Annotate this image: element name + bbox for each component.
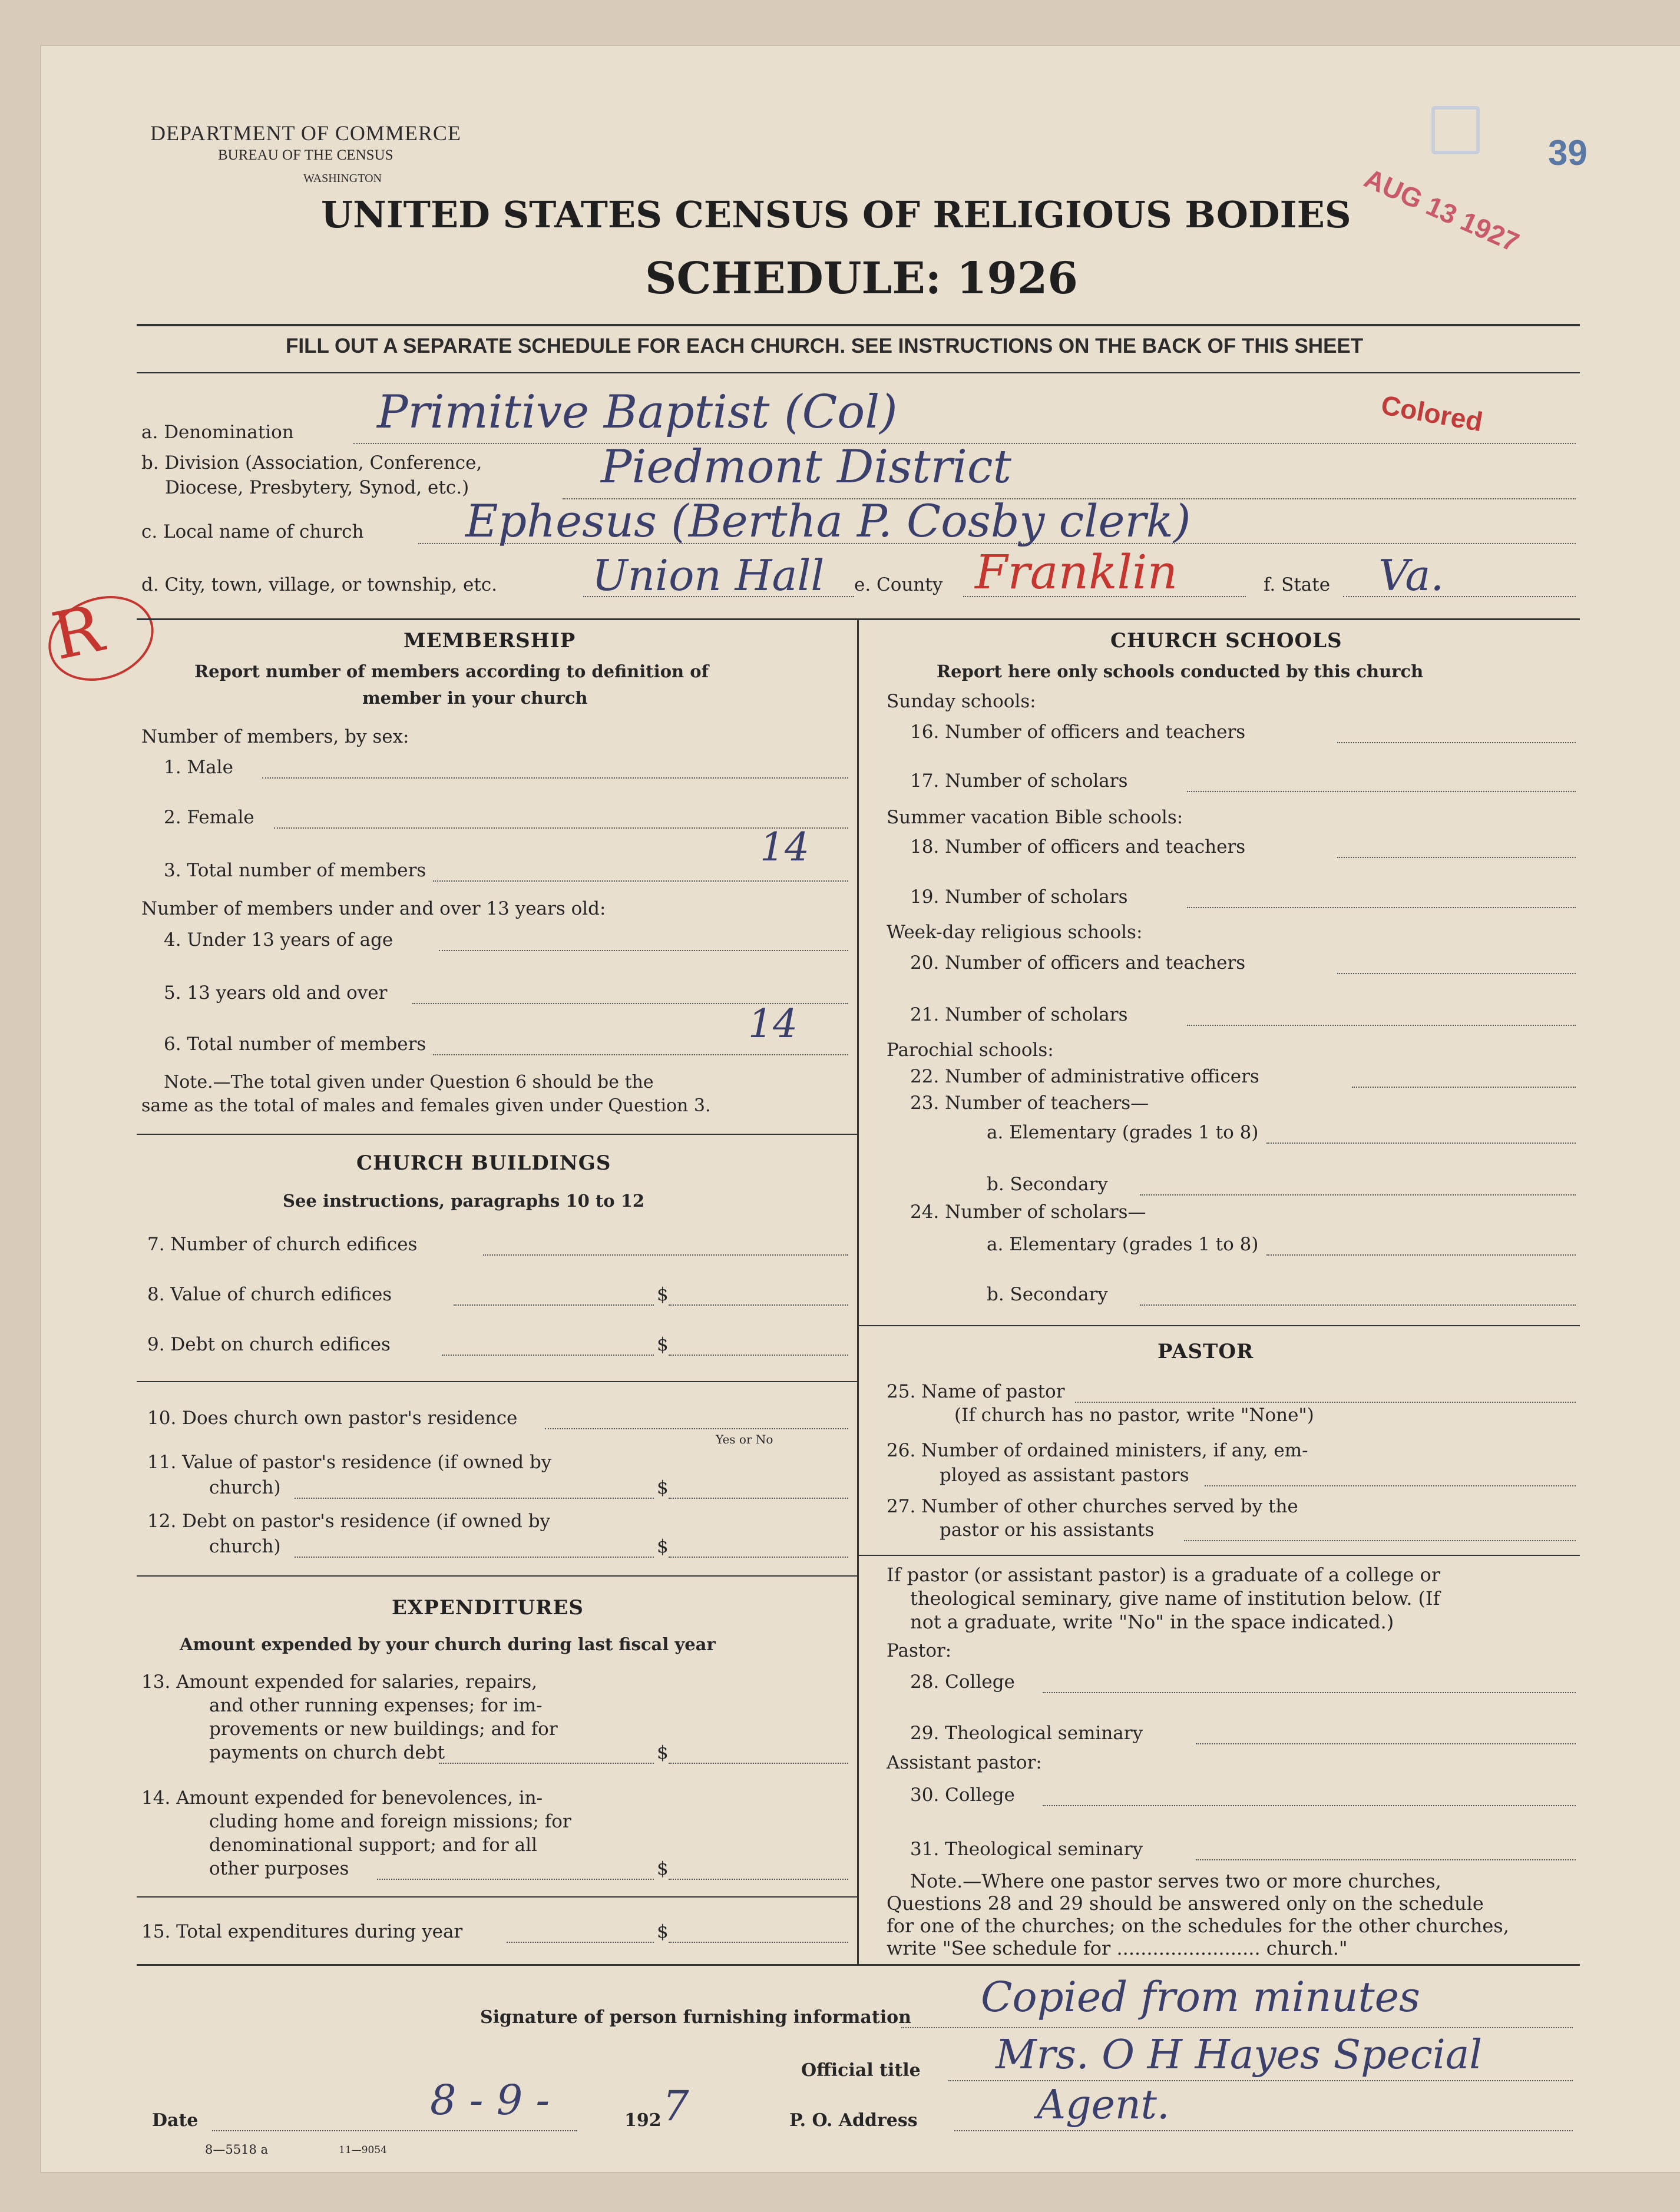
q14-line [669,1879,848,1880]
q8-value-line [669,1304,848,1306]
q15-label: 15. Total expenditures during year [141,1921,463,1942]
pastor-note-3: for one of the churches; on the schedules for the other churches, [887,1915,1509,1937]
official-title-line [948,2080,1573,2081]
members-by-sex-label: Number of members, by sex: [141,726,409,747]
q18-line [1337,857,1576,858]
colored-stamp: Colored [1378,389,1485,438]
q4-under13-line [439,950,848,951]
pastor-note-2: Questions 28 and 29 should be answered only on the schedule [887,1892,1484,1915]
q25-label: 25. Name of pastor [887,1381,1065,1402]
margin-mark: R [45,590,110,675]
q14-leader [377,1879,654,1880]
form-title: UNITED STATES CENSUS OF RELIGIOUS BODIES [321,193,1351,236]
bureau-label: BUREAU OF THE CENSUS [218,147,393,163]
q1-male-line [262,777,848,779]
denomination-label: a. Denomination [141,422,294,443]
schedule-title: SCHEDULE: 1926 [645,253,1078,304]
print-number: 11—9054 [339,2144,387,2156]
q5-over13-label: 5. 13 years old and over [164,982,388,1004]
q14-label-4: other purposes [209,1858,349,1879]
buildings-sub: See instructions, paragraphs 10 to 12 [283,1191,645,1211]
city-town-label: d. City, town, village, or township, etc. [141,574,498,595]
q9-dollar: $ [657,1334,669,1355]
assistant-pastor-subhead: Assistant pastor: [887,1752,1042,1773]
q9-debt-label: 9. Debt on church edifices [147,1334,391,1355]
pastor-subhead: Pastor: [887,1640,952,1661]
signature-line [901,2027,1573,2028]
q11-label-1: 11. Value of pastor's residence (if owned by [147,1452,552,1473]
q12-dollar: $ [657,1536,669,1557]
q11-leader [295,1498,654,1499]
summer-schools-label: Summer vacation Bible schools: [887,807,1183,828]
q3-total-line [433,880,848,882]
q13-label-2: and other running expenses; for im- [209,1695,543,1716]
q26-label-1: 26. Number of ordained ministers, if any, em- [887,1440,1308,1461]
q14-dollar: $ [657,1858,669,1879]
city-label: WASHINGTON [303,172,382,185]
q8-dollar: $ [657,1284,669,1305]
q19-line [1187,907,1576,908]
membership-sub-1: Report number of members according to definition of [194,661,709,681]
q23b-label: b. Secondary [987,1174,1108,1195]
q15-line [669,1942,848,1943]
q12-leader [295,1557,654,1558]
buildings-rule [137,1381,857,1382]
q4-under13-label: 4. Under 13 years of age [164,929,393,951]
q13-label-4: payments on church debt [209,1742,445,1763]
received-date-stamp: AUG 13 1927 [1360,162,1524,258]
date-value: 8 - 9 - [430,2076,550,2124]
membership-heading: MEMBERSHIP [404,629,576,653]
q21-label: 21. Number of scholars [910,1004,1128,1025]
q26-label-2: ployed as assistant pastors [940,1465,1189,1486]
expenditures-heading: EXPENDITURES [392,1596,584,1620]
q15-dollar: $ [657,1921,669,1942]
q13-dollar: $ [657,1742,669,1763]
q6-total-label: 6. Total number of members [164,1034,426,1055]
pastor-rule [857,1555,1580,1556]
q12-line [669,1557,848,1558]
q29-label: 29. Theological seminary [910,1723,1143,1744]
q7-edifices-label: 7. Number of church edifices [147,1234,418,1255]
q6-total-line [433,1054,848,1055]
q18-label: 18. Number of officers and teachers [910,836,1246,857]
division-value: Piedmont District [601,441,1011,494]
yes-no-caption: Yes or No [716,1432,773,1446]
signature-label: Signature of person furnishing information [480,2007,911,2028]
q27-label-1: 27. Number of other churches served by the [887,1496,1298,1517]
column-divider [857,618,859,1964]
q3-total-label: 3. Total number of members [164,860,426,881]
date-line [212,2130,577,2131]
stamp-mark-box [1431,106,1480,154]
q27-line [1184,1540,1576,1541]
city-town-value: Union Hall [592,551,825,600]
q11-dollar: $ [657,1477,669,1498]
q1-male-label: 1. Male [164,757,233,778]
q11-line [669,1498,848,1499]
header-rule-top [137,324,1580,326]
q24a-label: a. Elementary (grades 1 to 8) [987,1234,1259,1255]
q24a-line [1266,1254,1576,1256]
q14-label-3: denominational support; and for all [209,1834,537,1856]
pastor-note-4: write "See schedule for ........................ church." [887,1937,1348,1959]
q9-debt-line [669,1355,848,1356]
q8-value-leader [454,1304,654,1306]
q22-label: 22. Number of administrative officers [910,1066,1259,1087]
q21-line [1187,1025,1576,1026]
q10-residence-line [545,1428,848,1429]
year-digit: 7 [663,2082,689,2130]
official-title-label: Official title [801,2060,921,2081]
q24b-line [1140,1304,1576,1306]
pastor-note-1: Note.—Where one pastor serves two or more churches, [910,1870,1441,1892]
q24b-label: b. Secondary [987,1284,1108,1305]
q17-line [1187,791,1576,792]
official-title-value: Mrs. O H Hayes Special [996,2032,1483,2078]
membership-note-1: Note.—The total given under Question 6 should be the [164,1072,654,1092]
q11-label-2: church) [209,1477,281,1498]
sunday-schools-label: Sunday schools: [887,691,1036,712]
parochial-schools-label: Parochial schools: [887,1039,1054,1061]
q12-label-1: 12. Debt on pastor's residence (if owned by [147,1511,551,1532]
church-name-value: Ephesus (Bertha P. Cosby clerk) [465,495,1191,547]
q16-line [1337,742,1576,743]
q13-label-3: provements or new buildings; and for [209,1718,558,1740]
po-address-line [954,2130,1573,2131]
q15-leader [507,1942,654,1943]
graduate-note-1: If pastor (or assistant pastor) is a graduate of a college or [887,1564,1441,1586]
q13-leader [439,1763,654,1764]
table-bottom-rule [137,1964,1580,1966]
instruction-banner: FILL OUT A SEPARATE SCHEDULE FOR EACH CHURCH. SEE INSTRUCTIONS ON THE BACK OF THIS SHEET [286,335,1364,357]
q3-total-value: 14 [760,824,809,870]
q7-edifices-line [483,1254,848,1256]
graduate-note-2: theological seminary, give name of institution below. (If [910,1587,1440,1610]
schools-heading: CHURCH SCHOOLS [1110,629,1342,653]
date-label: Date [152,2110,199,2131]
q23b-line [1140,1194,1576,1196]
q24-label: 24. Number of scholars— [910,1201,1146,1223]
q23a-line [1266,1143,1576,1144]
q8-value-label: 8. Value of church edifices [147,1284,392,1305]
q2-female-label: 2. Female [164,807,254,828]
state-label: f. State [1264,574,1331,595]
schools-sub: Report here only schools conducted by this church [937,661,1424,681]
division-label: b. Division (Association, Conference, [141,452,482,473]
expenditures-rule [137,1896,857,1898]
q19-label: 19. Number of scholars [910,886,1128,908]
po-address-label: P. O. Address [789,2110,918,2131]
graduate-note-3: not a graduate, write "No" in the space indicated.) [910,1611,1394,1633]
membership-sub-2: member in your church [362,688,588,708]
q22-line [1352,1087,1576,1088]
signature-value: Copied from minutes [981,1973,1420,2021]
pastor-heading: PASTOR [1158,1340,1254,1363]
q31-line [1196,1859,1576,1860]
division-label-cont: Diocese, Presbytery, Synod, etc.) [165,477,469,498]
q28-label: 28. College [910,1671,1015,1693]
q27-label-2: pastor or his assistants [940,1519,1155,1541]
q13-label-1: 13. Amount expended for salaries, repairs, [141,1671,537,1693]
q20-line [1337,973,1576,974]
q12-label-2: church) [209,1536,281,1557]
q17-label: 17. Number of scholars [910,770,1128,792]
church-name-label: c. Local name of church [141,521,364,542]
expenditures-sub: Amount expended by your church during last fiscal year [180,1634,716,1654]
q16-label: 16. Number of officers and teachers [910,721,1246,743]
membership-rule [137,1134,857,1135]
state-value: Va. [1378,551,1444,600]
q14-label-1: 14. Amount expended for benevolences, in- [141,1787,543,1809]
q25-note: (If church has no pastor, write "None") [954,1405,1314,1426]
year-prefix: 192 [624,2110,662,2131]
county-value: Franklin [975,545,1178,600]
file-number: 39 [1548,133,1588,173]
weekday-schools-label: Week-day religious schools: [887,922,1143,943]
q23-label: 23. Number of teachers— [910,1092,1149,1114]
po-address-value: Agent. [1037,2082,1170,2128]
department-label: DEPARTMENT OF COMMERCE [150,121,461,145]
denomination-value: Primitive Baptist (Col) [377,386,898,439]
q31-label: 31. Theological seminary [910,1839,1143,1860]
form-number: 8—5518 a [205,2143,268,2157]
q25-line [1075,1402,1576,1403]
buildings-heading: CHURCH BUILDINGS [356,1151,611,1175]
membership-note-2: same as the total of males and females given under Question 3. [141,1095,711,1116]
q20-label: 20. Number of officers and teachers [910,952,1246,973]
county-label: e. County [854,574,943,595]
q13-line [669,1763,848,1764]
header-rule-bottom [137,372,1580,373]
q14-label-2: cluding home and foreign missions; for [209,1811,571,1832]
q28-line [1043,1692,1576,1693]
residence-rule [137,1575,857,1577]
q6-total-value: 14 [748,1001,798,1047]
q29-line [1196,1743,1576,1744]
age-group-label: Number of members under and over 13 years old: [141,898,606,919]
q9-debt-leader [442,1355,654,1356]
q26-line [1205,1485,1576,1486]
q10-residence-label: 10. Does church own pastor's residence [147,1408,518,1429]
q30-label: 30. College [910,1784,1015,1806]
schools-rule [857,1325,1580,1326]
q23a-label: a. Elementary (grades 1 to 8) [987,1122,1259,1143]
q30-line [1043,1805,1576,1806]
